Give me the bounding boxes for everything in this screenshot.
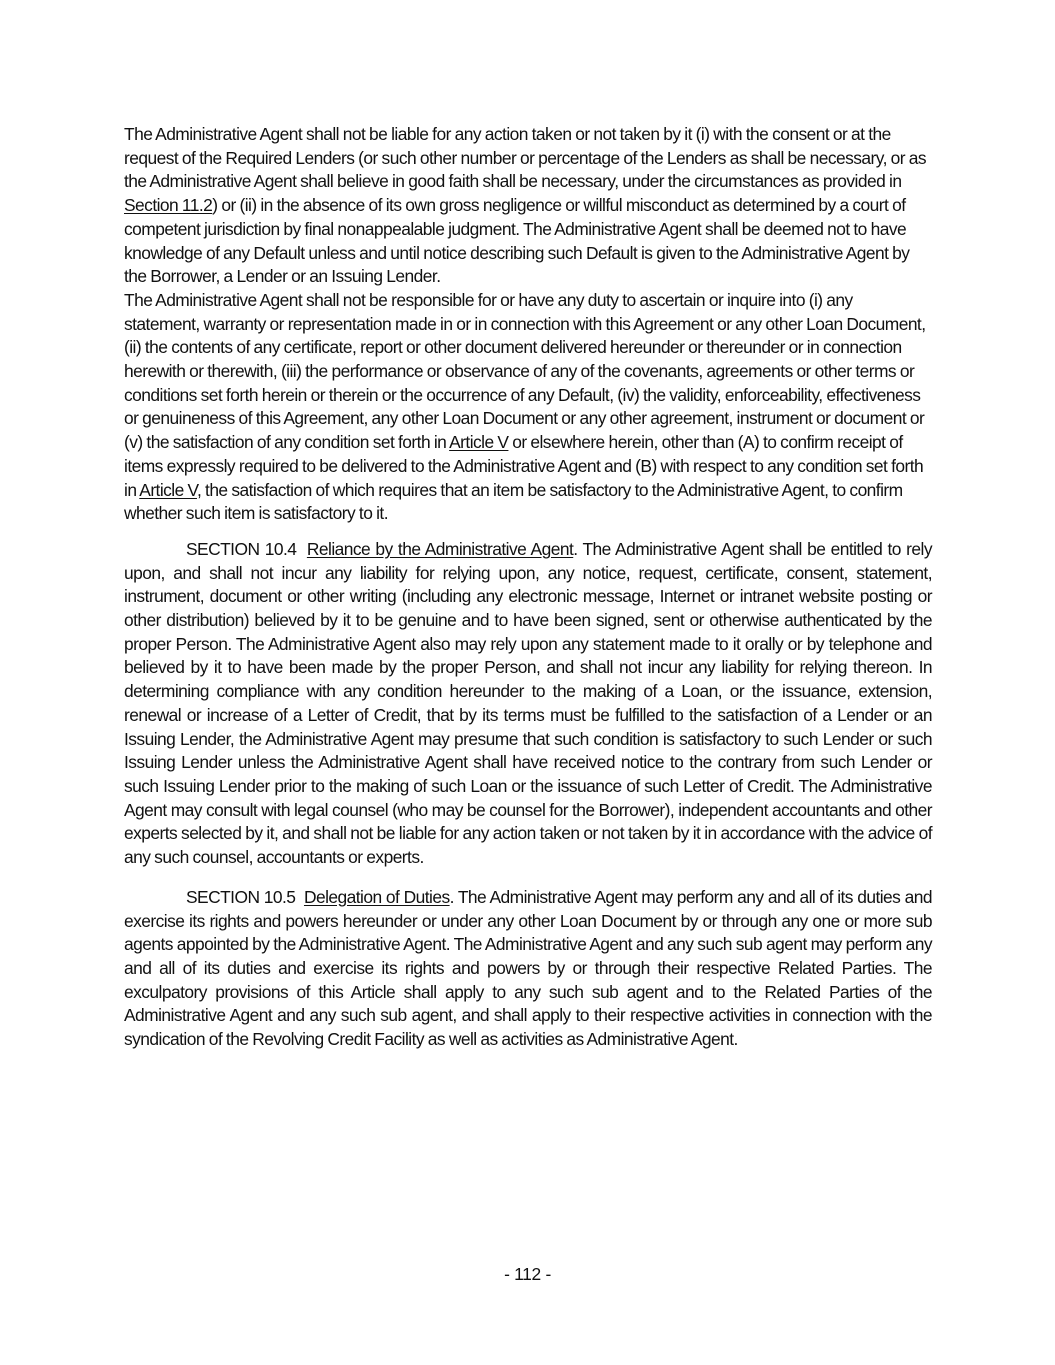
article-v-reference: Article V (139, 479, 197, 500)
document-page (124, 123, 932, 1052)
section-body: . The Administrative Agent shall be entitled to rely upon, and shall not incur any liability for relying upon, any notice, request, certificate, consent, statement, instrument, document or other writing (including any electronic message, Internet or intranet website posting or other distribution) believed by it to be genuine and to have been signed, sent or otherwise authenticated by the proper Person. The Administrative Agent also may rely upon any statement made to it orally or by telephone and believed by it to have been made by the proper Person, and shall not incur any liability for relying thereon. In determining compliance with any condition hereunder to the making of a Loan, or the issuance, extension, renewal or increase of a Letter of Credit, that by its terms must be fulfilled to the satisfaction of a Lender or an Issuing Lender, the Administrative Agent may presume that such condition is satisfactory to such Lender or such Issuing Lender unless the Administrative Agent shall have received notice to the contrary from such Lender or such Issuing Lender prior to the making of such Loan or the issuance of such Letter of Credit. The Administrative Agent may consult with legal counsel (who may be counsel for the Borrower), independent accountants and other experts selected by it, and shall not be liable for any action taken or not taken by it in accordance with the advice of any such counsel, accountants or experts. (124, 538, 932, 868)
section-body: . The Administrative Agent may perform any and all of its duties and exercise its rights and powers hereunder or under any other Loan Document by or through any one or more sub agents appointed by the Administrative Agent. The Administrative Agent and any such sub agent may perform any and all of its duties and exercise its rights and powers by or through their respective Related Parties. The exculpatory provisions of this Article shall apply to any such sub agent and to the Related Parties of the Administrative Agent and any such sub agent, and shall apply to their respective activities in connection with the syndication of the Revolving Credit Facility as well as activities as Administrative Agent. (124, 886, 932, 1050)
section-number: SECTION 10.5 (186, 886, 296, 907)
text-segment: or elsewhere herein, other than (A) to confirm receipt of items expressly required to be delivered to the Administrative Agent and (B) with respect to any condition set forth in (124, 432, 924, 500)
section-heading: Delegation of Duties (303, 886, 450, 907)
article-v-reference: Article V (449, 432, 509, 453)
section-10-5 (124, 886, 932, 1052)
section-10-4 (124, 538, 932, 870)
text-segment: , the satisfaction of which requires that an item be satisfactory to the Administrative Agent, to confirm whether such item is satisfactory to it. (124, 479, 903, 524)
text-segment: The Administrative Agent shall not be responsible for or have any duty to ascertain or inquire into (i) any statement, warranty or representation made in or in connection with this Agreement or any other Loan Document, (ii) the contents of any certificate, report or other document delivered hereunder or thereunder or in connection herewith or therewith, (iii) the performance or observance of any of the covenants, agreements or other terms or conditions set forth herein or therein or the occurrence of any Default, (iv) the validity, enforceability, effectiveness or genuineness of this Agreement, any other Loan Document or any other agreement, instrument or document or (v) the satisfaction of any condition set forth in (124, 289, 926, 453)
section-number: SECTION 10.4 (186, 538, 297, 559)
text-segment: The Administrative Agent shall not be liable for any action taken or not taken by it (i) with the consent or at the request of the Required Lenders (or such other number or percentage of the Lenders as shall be necessary, or as the Administrative Agent shall believe in good faith shall be necessary, under the circumstances as provided in (124, 124, 927, 192)
paragraph-gap (124, 870, 932, 886)
page-number: - 112 - (504, 1264, 551, 1284)
text-segment: ) or (ii) in the absence of its own gross negligence or willful misconduct as determined by a court of competent jurisdiction by final nonappealable judgment. The Administrative Agent shall be deemed not to have knowledge of any Default unless and until notice describing such Default is given to the Administrative Agent by the Borrower, a Lender or an Issuing Lender. (124, 195, 910, 287)
section-heading: Reliance by the Administrative Agent (306, 538, 574, 559)
section-11-2-reference: Section 11.2 (124, 195, 213, 216)
paragraph-gap (124, 526, 932, 538)
paragraph-responsibility (124, 289, 932, 526)
paragraph-liability (124, 123, 932, 289)
